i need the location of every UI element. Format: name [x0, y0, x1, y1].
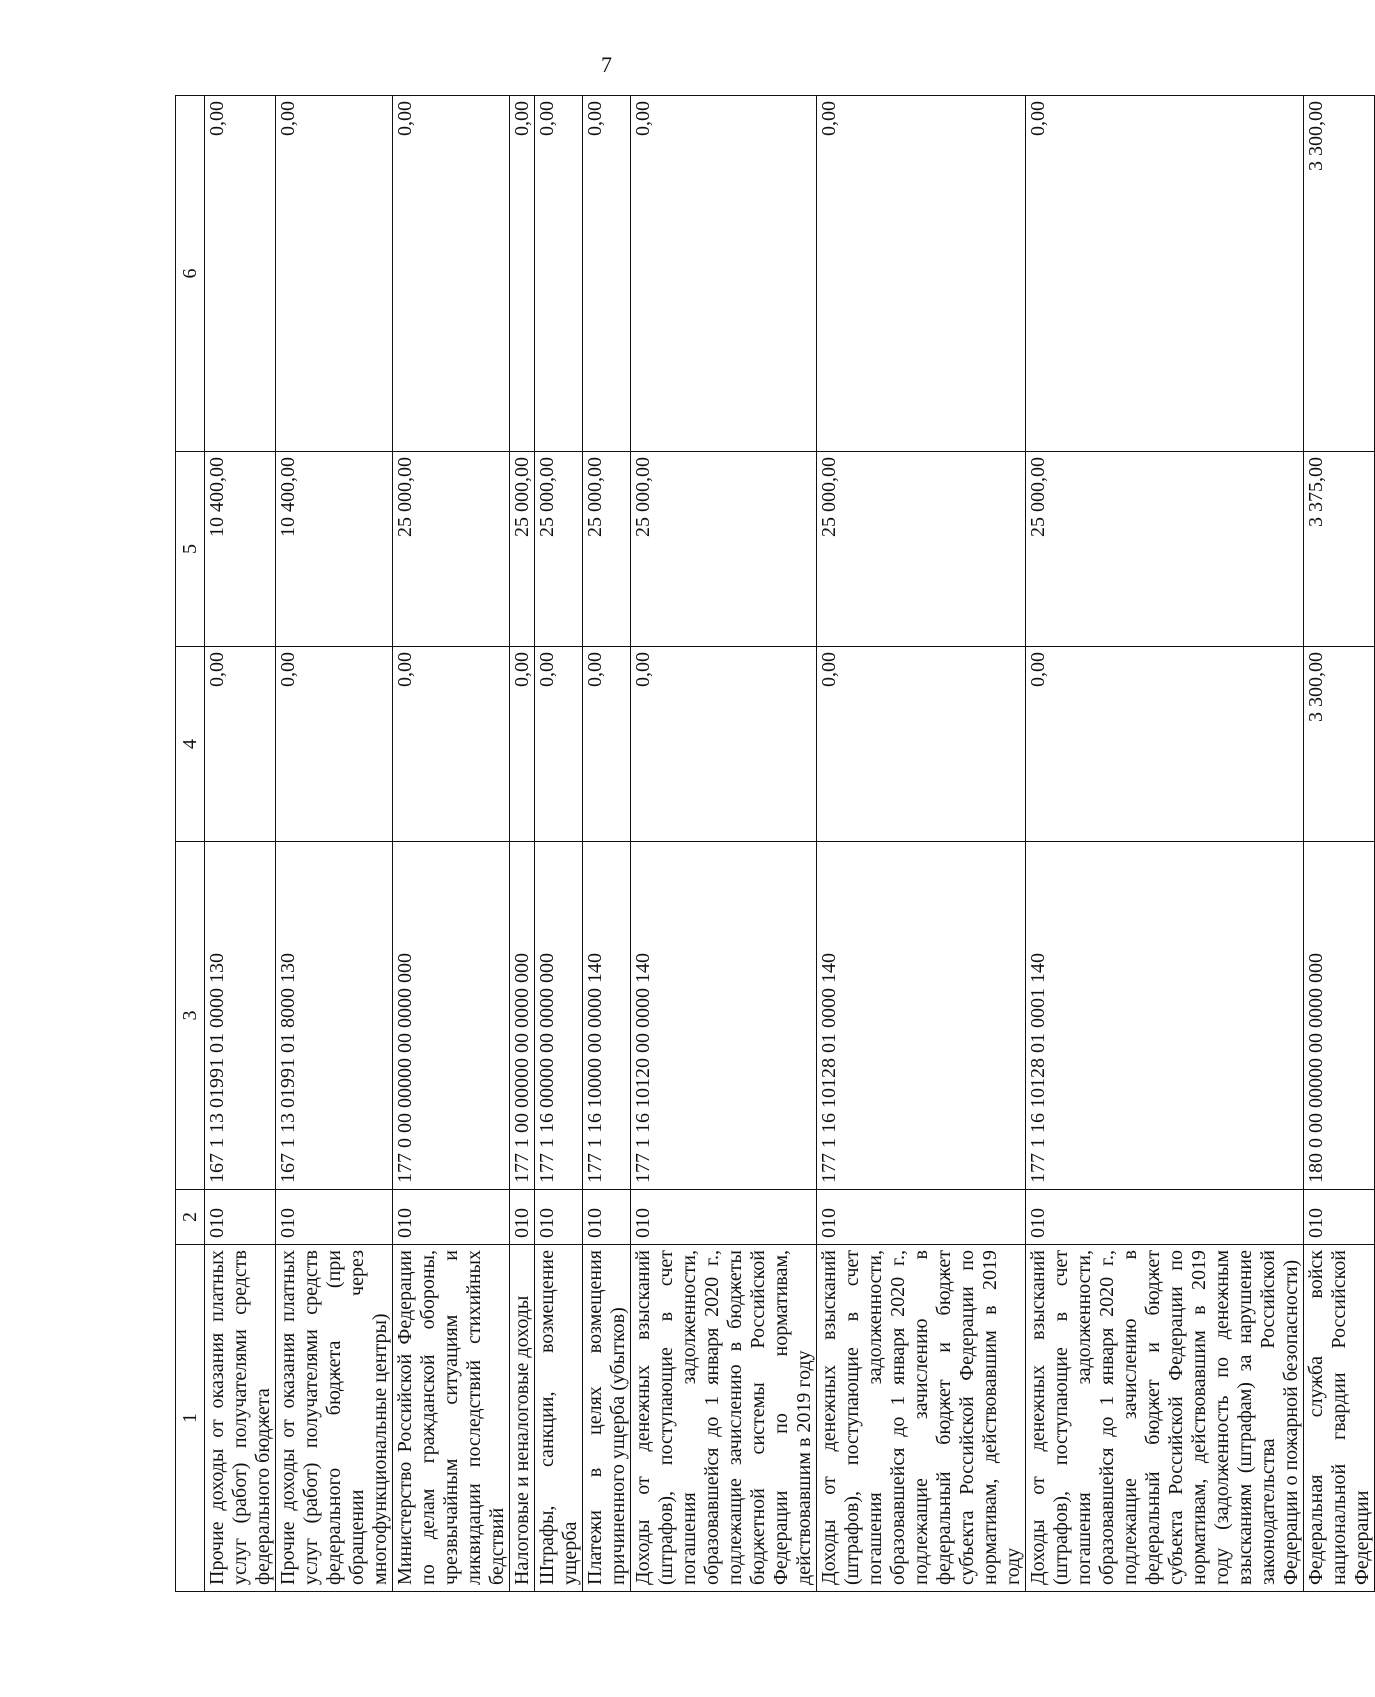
row-budget-code-cell: 180 0 00 00000 00 0000 000	[1304, 842, 1375, 1190]
row-col5-amount-cell: 25 000,00	[631, 452, 817, 647]
row-col6-amount-cell: 0,00	[393, 96, 510, 452]
row-admin-code-cell: 010	[1304, 1190, 1375, 1245]
row-budget-code-cell: 177 1 16 10128 01 0001 140	[1026, 842, 1304, 1190]
row-col4-amount-cell: 0,00	[631, 647, 817, 842]
row-name-cell: Доходы от денежных взысканий (штрафов), поступающие в счет погашения задолженности, образовавшейся до 1 января 2020 г., подлежащие зачислению в бюджеты бюджетной системы Российской Федерации по нормативам, действовавшим в 2019 году	[631, 1245, 817, 1592]
row-col5-amount-cell: 25 000,00	[817, 452, 1026, 647]
row-col5-amount-cell: 10 400,00	[205, 452, 276, 647]
table-body	[176, 96, 1375, 1592]
row-col4-amount-cell: 0,00	[1026, 647, 1304, 842]
row-name-cell: Федеральная служба войск национальной гвардии Российской Федерации	[1304, 1245, 1375, 1592]
row-budget-code-cell: 177 0 00 00000 00 0000 000	[393, 842, 510, 1190]
row-name-cell: Платежи в целях возмещения причиненного ущерба (убытков)	[583, 1245, 631, 1592]
row-col5-amount-cell: 25 000,00	[393, 452, 510, 647]
table-row	[393, 96, 510, 1592]
row-col6-amount-cell: 0,00	[1026, 96, 1304, 452]
table-row	[535, 96, 583, 1592]
row-col6-amount-cell: 0,00	[631, 96, 817, 452]
row-budget-code-cell: 177 1 16 10000 00 0000 140	[583, 842, 631, 1190]
column-header-1: 1	[176, 1245, 205, 1592]
row-budget-code-cell: 177 1 16 10120 00 0000 140	[631, 842, 817, 1190]
row-col5-amount-cell: 10 400,00	[276, 452, 393, 647]
row-col5-amount-cell: 25 000,00	[535, 452, 583, 647]
row-col6-amount-cell: 0,00	[510, 96, 535, 452]
row-col4-amount-cell: 0,00	[205, 647, 276, 842]
column-header-5: 5	[176, 452, 205, 647]
row-admin-code-cell: 010	[1026, 1190, 1304, 1245]
column-header-4: 4	[176, 647, 205, 842]
row-col6-amount-cell: 0,00	[817, 96, 1026, 452]
row-name-cell: Штрафы, санкции, возмещение ущерба	[535, 1245, 583, 1592]
row-col4-amount-cell: 0,00	[276, 647, 393, 842]
row-col4-amount-cell: 0,00	[510, 647, 535, 842]
rotated-table-container	[175, 96, 1373, 1592]
row-col4-amount-cell: 0,00	[817, 647, 1026, 842]
budget-revenue-table	[175, 95, 1375, 1592]
row-col6-amount-cell: 0,00	[583, 96, 631, 452]
row-col6-amount-cell: 3 300,00	[1304, 96, 1375, 452]
row-col4-amount-cell: 0,00	[535, 647, 583, 842]
row-col4-amount-cell: 0,00	[583, 647, 631, 842]
row-name-cell: Доходы от денежных взысканий (штрафов), поступающие в счет погашения задолженности, образовавшейся до 1 января 2020 г., подлежащие зачислению в федеральный бюджет и бюджет субъекта Российской Федерации по нормативам, действовавшим в 2019 году	[817, 1245, 1026, 1592]
row-admin-code-cell: 010	[583, 1190, 631, 1245]
table-row	[1304, 96, 1375, 1592]
row-col5-amount-cell: 25 000,00	[510, 452, 535, 647]
table-row	[510, 96, 535, 1592]
row-name-cell: Доходы от денежных взысканий (штрафов), поступающие в счет погашения задолженности, образовавшейся до 1 января 2020 г., подлежащие зачислению в федеральный бюджет и бюджет субъекта Российской Федерации по нормативам, действовавшим в 2019 году (задолженность по денежным взысканиям (штрафам) за нарушение законодательства Российской Федерации о пожарной безопасности)	[1026, 1245, 1304, 1592]
table-row	[583, 96, 631, 1592]
row-admin-code-cell: 010	[205, 1190, 276, 1245]
column-header-6: 6	[176, 96, 205, 452]
row-budget-code-cell: 167 1 13 01991 01 0000 130	[205, 842, 276, 1190]
row-budget-code-cell: 177 1 00 00000 00 0000 000	[510, 842, 535, 1190]
header-row	[176, 96, 205, 1592]
row-col6-amount-cell: 0,00	[276, 96, 393, 452]
row-name-cell: Прочие доходы от оказания платных услуг (работ) получателями средств федерального бюджета (при обращении через многофункциональные центры)	[276, 1245, 393, 1592]
row-col6-amount-cell: 0,00	[535, 96, 583, 452]
row-name-cell: Налоговые и неналоговые доходы	[510, 1245, 535, 1592]
row-admin-code-cell: 010	[510, 1190, 535, 1245]
row-name-cell: Министерство Российской Федерации по делам гражданской обороны, чрезвычайным ситуациям и ликвидации последствий стихийных бедствий	[393, 1245, 510, 1592]
column-header-3: 3	[176, 842, 205, 1190]
row-admin-code-cell: 010	[535, 1190, 583, 1245]
row-col6-amount-cell: 0,00	[205, 96, 276, 452]
row-name-cell: Прочие доходы от оказания платных услуг (работ) получателями средств федерального бюджета	[205, 1245, 276, 1592]
row-col5-amount-cell: 25 000,00	[583, 452, 631, 647]
page-number: 7	[601, 52, 612, 77]
table-row	[1026, 96, 1304, 1592]
row-admin-code-cell: 010	[631, 1190, 817, 1245]
table-row	[817, 96, 1026, 1592]
table-row	[276, 96, 393, 1592]
row-budget-code-cell: 167 1 13 01991 01 8000 130	[276, 842, 393, 1190]
row-budget-code-cell: 177 1 16 10128 01 0000 140	[817, 842, 1026, 1190]
row-admin-code-cell: 010	[393, 1190, 510, 1245]
row-col4-amount-cell: 0,00	[393, 647, 510, 842]
column-header-2: 2	[176, 1190, 205, 1245]
row-budget-code-cell: 177 1 16 00000 00 0000 000	[535, 842, 583, 1190]
row-admin-code-cell: 010	[817, 1190, 1026, 1245]
row-col5-amount-cell: 25 000,00	[1026, 452, 1304, 647]
row-admin-code-cell: 010	[276, 1190, 393, 1245]
row-col5-amount-cell: 3 375,00	[1304, 452, 1375, 647]
table-row	[205, 96, 276, 1592]
row-col4-amount-cell: 3 300,00	[1304, 647, 1375, 842]
table-row	[631, 96, 817, 1592]
